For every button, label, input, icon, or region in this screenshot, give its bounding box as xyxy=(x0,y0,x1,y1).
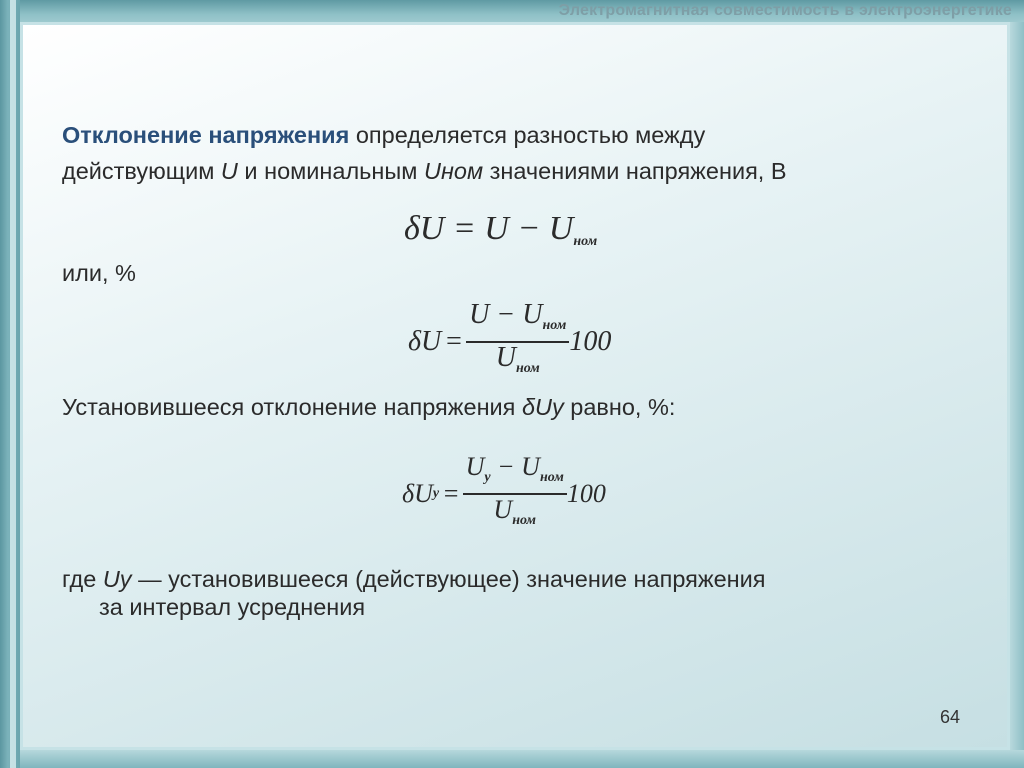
var-unom: Uном xyxy=(423,158,484,184)
bottom-decor-strip xyxy=(20,750,1024,768)
formula2-lhs: δU xyxy=(408,326,442,357)
steady-symbol: δUу xyxy=(521,394,564,420)
definition-text-2: действующим xyxy=(62,158,221,184)
term-voltage-deviation: Отклонение напряжения xyxy=(62,122,350,148)
paragraph-where-line2: за интервал усреднения xyxy=(99,594,366,620)
formula-relative-deviation xyxy=(408,300,611,384)
formula2-den-sub: ном xyxy=(515,361,540,376)
formula3-lhs-sub: у xyxy=(432,486,440,501)
steady-text-2: равно, %: xyxy=(563,394,676,420)
page-number: 64 xyxy=(940,707,961,727)
formula3-numerator xyxy=(463,452,567,493)
formula3-den-sub: ном xyxy=(512,513,537,528)
steady-text-1: Установившееся отклонение напряжения xyxy=(62,394,522,420)
definition-text-4: значениями напряжения, В xyxy=(483,158,787,184)
formula2-fraction xyxy=(466,300,569,384)
formula2-factor: 100 xyxy=(569,326,612,357)
formula3-equals: = xyxy=(442,479,460,508)
var-u: U xyxy=(220,158,238,184)
where-symbol: Uу xyxy=(102,566,132,592)
where-text-1: где xyxy=(62,566,103,592)
formula1-rhs: = U − U xyxy=(444,210,574,247)
paragraph-steady-state xyxy=(62,390,675,424)
formula2-denominator xyxy=(493,343,543,384)
where-text-2: — установившееся (действующее) значение напряжения xyxy=(131,566,766,592)
right-decor-strip xyxy=(1010,22,1024,768)
or-percent-label: или, % xyxy=(62,260,136,286)
paragraph-definition-line1 xyxy=(62,118,705,152)
formula3-lhs: δU xyxy=(402,479,433,508)
paragraph-definition-line2 xyxy=(62,154,787,188)
formula-absolute-deviation xyxy=(404,210,597,250)
formula3-fraction xyxy=(463,452,567,536)
formula3-factor: 100 xyxy=(566,479,606,508)
formula3-denominator xyxy=(490,495,539,536)
formula3-num-mid: − U xyxy=(490,452,540,481)
definition-text-3: и номинальным xyxy=(237,158,424,184)
header-title: Электромагнитная совместимость в электроэнергетике xyxy=(558,2,1012,19)
formula1-sub: ном xyxy=(573,234,598,249)
formula3-num-sub2: ном xyxy=(539,470,564,485)
formula3-num-u: U xyxy=(465,452,485,481)
formula-steady-deviation xyxy=(402,452,606,536)
formula2-den-text: U xyxy=(495,342,516,373)
formula2-num-text: U − U xyxy=(469,299,543,330)
formula3-den-text: U xyxy=(493,495,513,524)
formula2-numerator xyxy=(466,300,569,341)
definition-text-1: определяется разностью между xyxy=(349,122,706,148)
left-decor-stripe xyxy=(10,0,16,768)
formula1-lhs: δU xyxy=(404,210,445,247)
formula3-num-sub1: у xyxy=(484,470,491,485)
formula2-num-sub: ном xyxy=(542,318,567,333)
formula2-equals: = xyxy=(444,326,464,357)
